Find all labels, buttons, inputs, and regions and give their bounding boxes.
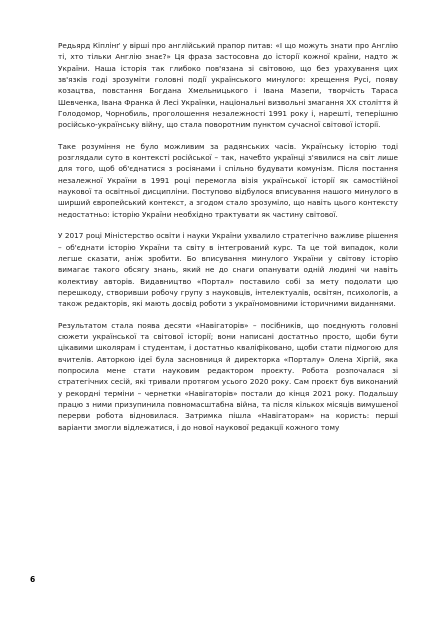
page-number: 6: [30, 575, 36, 584]
paragraph-2: Таке розуміння не було можливим за радянських часів. Українську історію тоді розглядали суто в контексті російської – так, начебто українці з'явилися на світ лише для того, щоб об'єднатися з росіянами і спільно будувати комунізм. Після постання незалежної України в 1991 році перемогла візія української історії як самостійної наукової та освітньої дисципліни. Поступово відбулося вписування нашого минулого в ширший європейський контекст, а згодом стало зрозуміло, що навіть цього контексту недостатньо: історію України необхідно трактувати як частину світової.: [58, 141, 398, 219]
paragraph-1: Редьярд Кіплінґ у вірші про англійський прапор питав: «І що можуть знати про Англію ті, хто тільки Англію знає?» Ця фраза застосовна до історії кожної країни, надто ж України. Наша історія так глибоко пов'язана зі світовою, що без урахування цих зв'язків годі зрозуміти головні події українського минулого: хрещення Русі, появу козацтва, повстання Богдана Хмельницького і Івана Мазепи, творчість Тараса Шевченка, Івана Франка й Лесі Українки, національні визвольні змагання ХХ століття й Голодомор, Чорнобиль, проголошення незалежності 1991 року і, нарешті, теперішню російсько-українську війну, що стала поворотним пунктом сучасної світової історії.: [58, 41, 398, 130]
paragraph-4: Результатом стала поява десяти «Навігаторів» – посібників, що поєднують головні сюжети української та світової історії; вони написані достатньо просто, щоби бути цікавими школярам і студентам, і достатньо кваліфіковано, щоби стати підмогою для вчителів. Авторкою ідеї була засновниця й директорка «Порталу» Олена Хіргій, яка попросила мене стати науковим редактором проєкту. Робота розпочалася зі стратегічних сесій, які тривали протягом усього 2020 року. Сам проєкт був виконаний у рекордні терміни – чернетки «Навігаторів» постали до кінця 2021 року. Подальшу працю з ними призупинила повномасштабна війна, та після кількох місяців вимушеної перерви робота відновилася. Затримка пішла «Навігаторам» на користь: перші варіанти змогли відлежатися, і до нової наукової редакції кожного тому: [58, 320, 398, 432]
body-text: [58, 40, 398, 433]
paragraph-3: У 2017 році Міністерство освіти і науки України ухвалило стратегічно важливе рішення – об'єднати історію України та світу в інтегрований курс. Та це той випадок, коли легше сказати, аніж зробити. Бо вписування минулого України у світову історію вимагає такого обсягу знань, який не до снаги опанувати одній людині чи навіть колективу авторів. Видавництво «Портал» поставило собі за мету подолати цю перешкоду, створивши робочу групу з науковців, інтелектуалів, освітян, психологів, а також редакторів, які мають досвід роботи з україномовними історичними виданнями.: [58, 231, 398, 309]
